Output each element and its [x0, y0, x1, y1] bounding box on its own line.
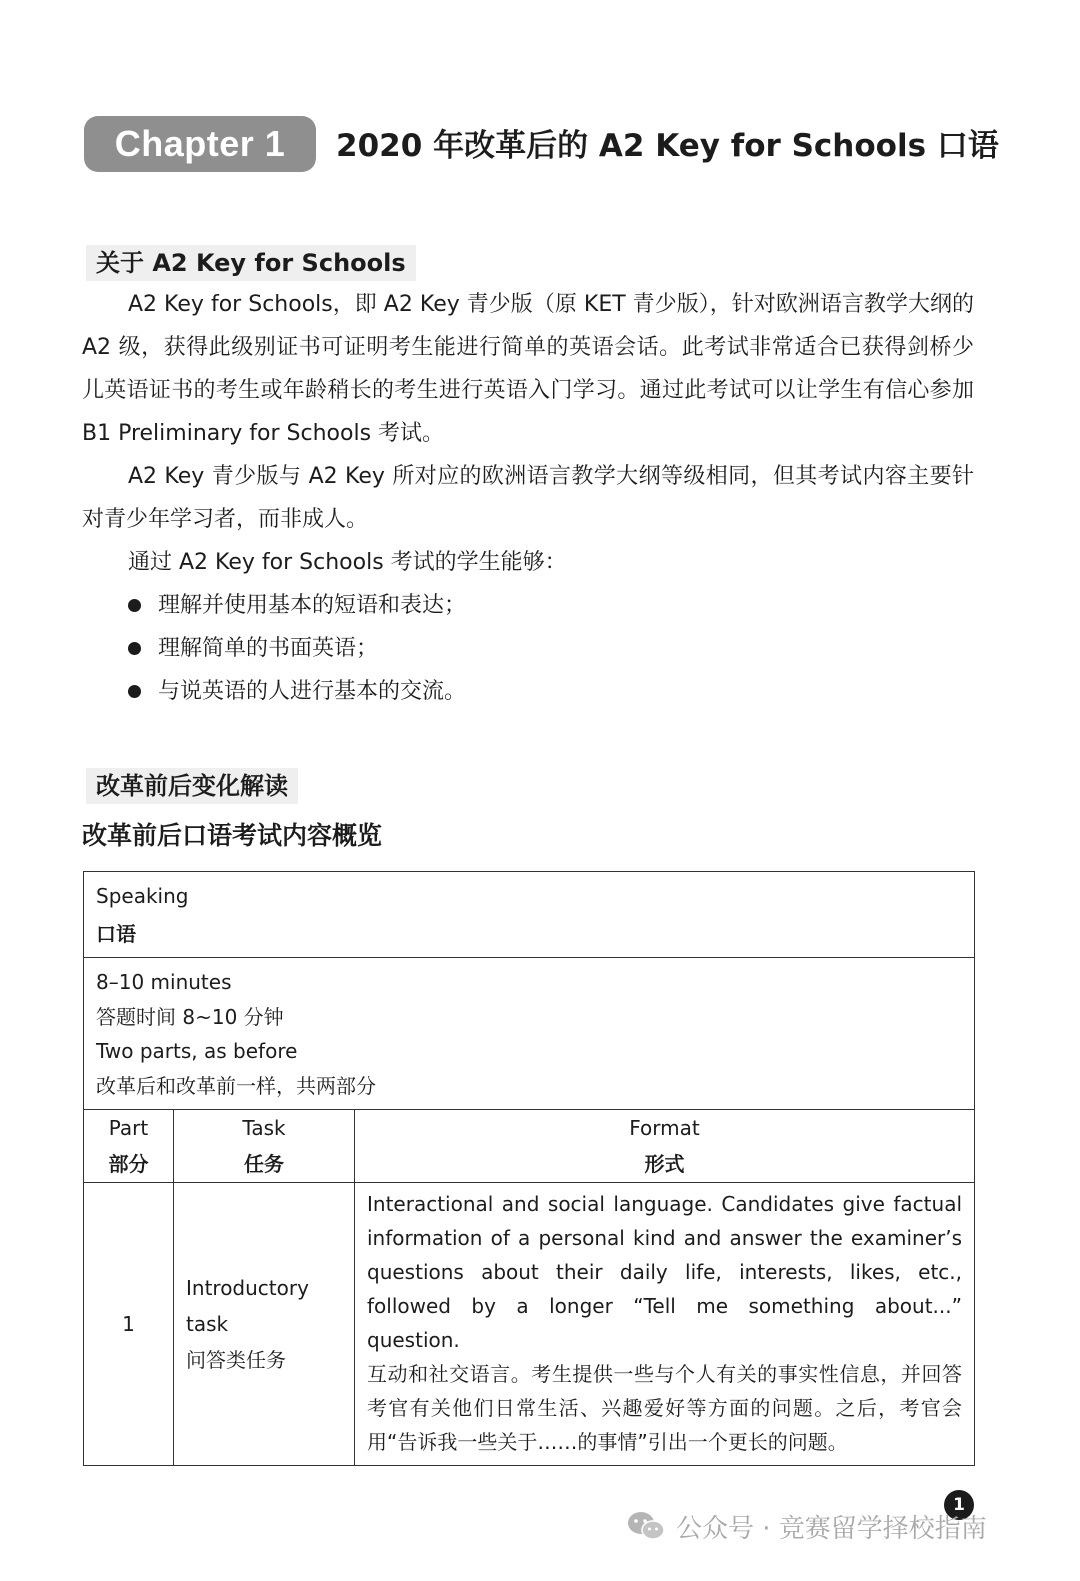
header-format — [355, 1110, 975, 1183]
chapter-title: 2020 年改革后的 A2 Key for Schools 口语 — [336, 128, 999, 164]
list-item-text: 理解简单的书面英语； — [158, 636, 379, 661]
header-part — [84, 1110, 174, 1183]
table-row — [84, 958, 975, 1110]
list-item-text: 理解并使用基本的短语和表达； — [158, 593, 467, 618]
parts-en: Two parts, as before — [96, 1039, 298, 1063]
table-header-row — [84, 1110, 975, 1183]
wechat-icon — [626, 1510, 666, 1542]
header-task-zh: 任务 — [244, 1152, 284, 1176]
duration-en: 8–10 minutes — [96, 970, 232, 994]
speaking-overview-table — [83, 871, 975, 1466]
about-paragraph-1: A2 Key for Schools，即 A2 Key 青少版（原 KET 青少版），针对欧洲语言教学大纲的 A2 级，获得此级别证书可证明考生能进行简单的英语会话。此考试非常适合已获得剑桥少儿英语证书的考生或年龄稍长的考生进行英语入门学习。通过此考试可以让学生有信心参加 B1 Preliminary for Schools 考试。 — [82, 292, 974, 446]
format-zh: 互动和社交语言。考生提供一些与个人有关的事实性信息，并回答考官有关他们日常生活、兴趣爱好等方面的问题。之后，考官会用“告诉我一些关于……的事情”引出一个更长的问题。 — [367, 1362, 962, 1454]
header-part-en: Part — [108, 1116, 149, 1140]
header-format-en: Format — [629, 1116, 700, 1140]
speaking-cell — [84, 872, 975, 958]
abilities-intro: 通过 A2 Key for Schools 考试的学生能够： — [128, 550, 567, 575]
task-zh: 问答类任务 — [186, 1348, 286, 1372]
table-row — [84, 1183, 975, 1466]
list-item — [128, 670, 466, 713]
speaking-en: Speaking — [96, 884, 189, 908]
list-item — [128, 627, 378, 670]
format-cell — [355, 1183, 975, 1466]
page-number: 1 — [944, 1490, 974, 1520]
header-part-zh: 部分 — [108, 1152, 149, 1176]
header-task — [174, 1110, 355, 1183]
chapter-badge: Chapter 1 — [84, 116, 316, 172]
part-number: 1 — [84, 1183, 174, 1466]
watermark-text: 公众号 · 竞赛留学择校指南 — [676, 1513, 987, 1544]
section-heading-changes: 改革前后变化解读 — [86, 768, 298, 804]
duration-cell — [84, 958, 975, 1110]
speaking-zh: 口语 — [96, 922, 136, 946]
list-item — [128, 584, 466, 627]
section-heading-about: 关于 A2 Key for Schools — [86, 245, 416, 281]
bullet-icon — [128, 685, 141, 698]
header-task-en: Task — [242, 1116, 286, 1140]
task-en: Introductory task — [186, 1276, 309, 1336]
overview-subtitle: 改革前后口语考试内容概览 — [82, 821, 383, 850]
bullet-icon — [128, 599, 141, 612]
about-paragraph-2: A2 Key 青少版与 A2 Key 所对应的欧洲语言教学大纲等级相同，但其考试内容主要针对青少年学习者，而非成人。 — [82, 464, 974, 532]
header-format-zh: 形式 — [644, 1152, 685, 1176]
watermark — [626, 1506, 987, 1546]
list-item-text: 与说英语的人进行基本的交流。 — [158, 679, 467, 704]
task-cell — [174, 1183, 355, 1466]
duration-zh: 答题时间 8~10 分钟 — [96, 1004, 284, 1029]
parts-zh: 改革后和改革前一样，共两部分 — [96, 1073, 376, 1098]
format-en: Interactional and social language. Candidates give factual information of a personal kind and answer the examiner’s questions about their daily life, interests, likes, etc., followed by a longer “Tell me something about...” question. — [367, 1192, 962, 1352]
table-row — [84, 872, 975, 958]
bullet-icon — [128, 642, 141, 655]
